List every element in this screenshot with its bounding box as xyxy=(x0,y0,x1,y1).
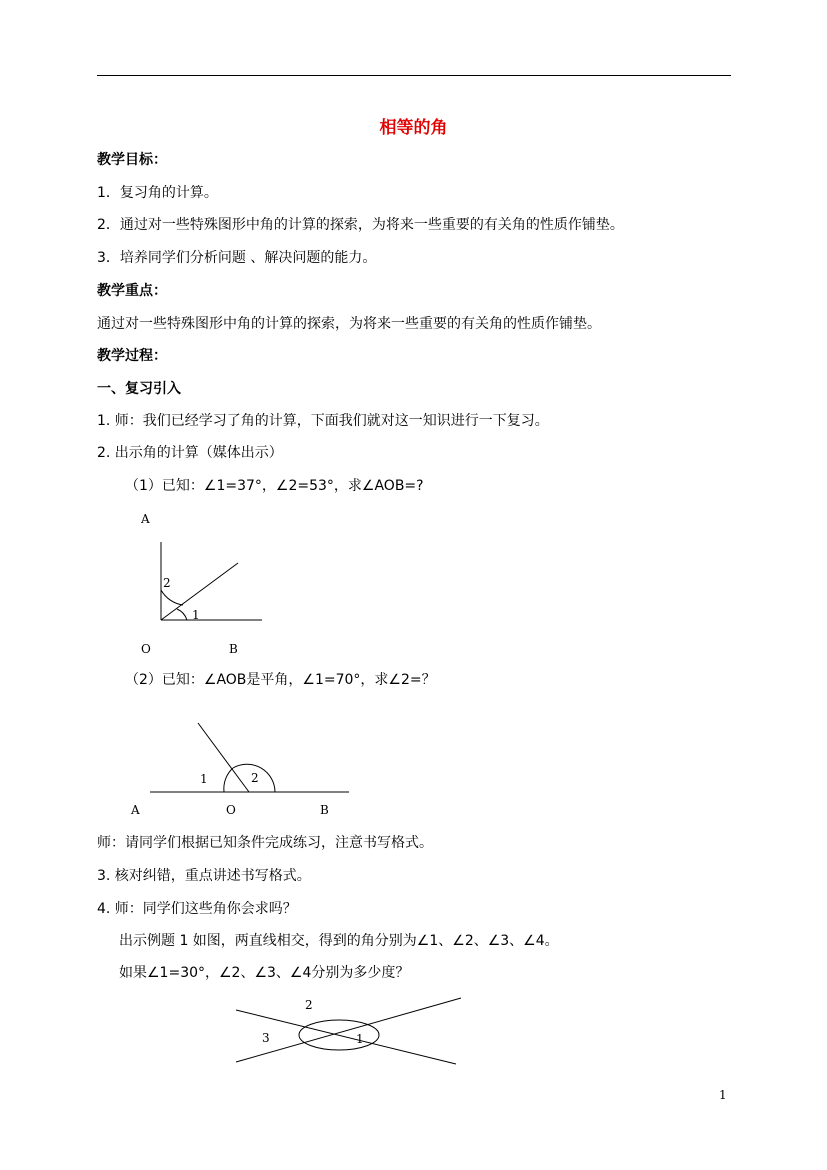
step-3: 3. 核对纠错，重点讲述书写格式。 xyxy=(97,868,311,884)
document-title: 相等的角 xyxy=(379,118,448,138)
figure-3-intersecting-lines xyxy=(230,990,470,1070)
process-heading: 教学过程： xyxy=(97,348,167,364)
fig1-label-a: A xyxy=(141,512,150,526)
fig2-label-angle-2: 2 xyxy=(251,771,259,785)
fig3-label-angle-3: 3 xyxy=(262,1031,270,1045)
step-2: 2. 出示角的计算（媒体出示） xyxy=(97,445,283,461)
goal-2: 2．通过对一些特殊图形中角的计算的探索，为将来一些重要的有关角的性质作铺垫。 xyxy=(97,217,624,233)
fig1-label-angle-2: 2 xyxy=(163,576,171,590)
fig2-arc-angle-1 xyxy=(224,768,233,792)
fig1-label-o: O xyxy=(141,642,151,656)
fig1-arc-angle-1 xyxy=(177,609,187,620)
fig1-label-b: B xyxy=(229,642,238,656)
question-2: （2）已知：∠AOB是平角，∠1=70°，求∠2=？ xyxy=(125,672,436,688)
fig2-label-o: O xyxy=(226,803,236,817)
example-1: 出示例题 1 如图，两直线相交，得到的角分别为∠1、∠2、∠3、∠4。 xyxy=(119,933,559,949)
page-number: 1 xyxy=(719,1088,727,1102)
fig2-label-b: B xyxy=(320,803,329,817)
figure-1-right-angle xyxy=(120,505,280,665)
fig3-label-angle-1: 1 xyxy=(356,1032,364,1046)
goals-heading: 教学目标： xyxy=(97,152,167,168)
example-question: 如果∠1=30°，∠2、∠3、∠4分别为多少度？ xyxy=(119,965,410,981)
goal-3: 3．培养同学们分析问题 、解决问题的能力。 xyxy=(97,250,377,266)
fig1-arc-angle-2 xyxy=(161,590,183,605)
fig3-line-2 xyxy=(236,998,461,1062)
part-1-heading: 一、复习引入 xyxy=(97,381,181,397)
goal-1: 1．复习角的计算。 xyxy=(97,185,218,201)
header-rule xyxy=(97,75,731,76)
figure-2-straight-angle xyxy=(125,715,365,825)
fig2-label-a: A xyxy=(131,803,140,817)
fig1-label-angle-1: 1 xyxy=(192,608,200,622)
key-text: 通过对一些特殊图形中角的计算的探索，为将来一些重要的有关角的性质作铺垫。 xyxy=(97,316,601,332)
key-heading: 教学重点： xyxy=(97,283,167,299)
fig2-label-angle-1: 1 xyxy=(200,772,208,786)
step-1: 1. 师：我们已经学习了角的计算，下面我们就对这一知识进行一下复习。 xyxy=(97,413,549,429)
question-1: （1）已知：∠1=37°，∠2=53°，求∠AOB=? xyxy=(125,478,424,494)
fig3-label-angle-2: 2 xyxy=(305,998,313,1012)
teacher-note: 师：请同学们根据已知条件完成练习，注意书写格式。 xyxy=(97,835,433,851)
step-4: 4. 师：同学们这些角你会求吗？ xyxy=(97,901,297,917)
